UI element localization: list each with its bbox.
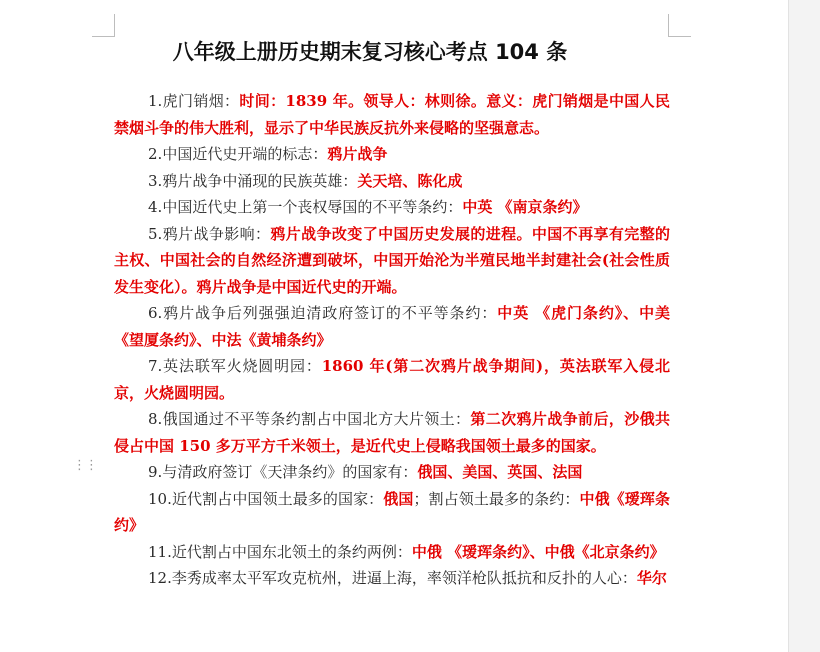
answer-text: 鸦片战争改变了中国历史发展的进程。中国不再享有完整的主权、中国社会的自然经济遭到破坏，中国开始沦为半殖民地半封建社会(社会性质发生变化）。鸦片战争是中国近代史的开端。: [114, 224, 670, 296]
question-text: 虎门销烟：: [162, 92, 240, 110]
list-item: [114, 168, 670, 195]
crop-mark-top-right: [668, 14, 691, 37]
item-number: 11.: [148, 542, 172, 561]
answer-text: 华尔: [636, 569, 667, 587]
question-text: 鸦片战争后列强强迫清政府签订的不平等条约：: [162, 304, 498, 322]
list-item: [114, 141, 670, 168]
question-text: ；割占领土最多的条约：: [413, 489, 580, 508]
answer-text: 关天培、陈化成: [357, 171, 463, 190]
item-number: 6.: [148, 304, 163, 322]
drag-handle-icon[interactable]: ⋮⋮: [73, 458, 97, 473]
question-text: 鸦片战争中涌现的民族英雄：: [162, 171, 358, 190]
question-text: 英法联军火烧圆明园：: [162, 357, 322, 375]
list-item: [114, 353, 670, 406]
question-text: 中国近代史开端的标志：: [162, 145, 328, 163]
list-item: [114, 88, 670, 141]
answer-text: 俄国、美国、英国、法国: [417, 463, 583, 481]
answer-text: 中英 《南京条约》: [462, 198, 588, 216]
answer-text: 第二次鸦片战争前后，沙俄共侵占中国 150 多万平方千米领土，是近代史上侵略我国领土最多的国家。: [114, 410, 670, 455]
answer-text: 鸦片战争: [327, 145, 388, 163]
answer-text: 1860 年(第二次鸦片战争期间)，英法联军入侵北京，火烧圆明园。: [114, 357, 670, 402]
item-number: 10.: [148, 489, 172, 508]
question-text: 近代割占中国领土最多的国家：: [171, 489, 384, 508]
item-number: 8.: [148, 410, 163, 428]
list-item: [114, 300, 670, 353]
item-number: 9.: [148, 463, 163, 481]
document-body[interactable]: [114, 88, 670, 592]
list-item: [114, 486, 670, 539]
answer-text: 中俄《瑷珲条约》: [114, 489, 670, 534]
item-number: 3.: [148, 171, 163, 190]
question-text: 鸦片战争影响：: [162, 224, 271, 243]
list-item: [114, 221, 670, 301]
list-item: [114, 539, 670, 566]
question-text: 近代割占中国东北领土的条约两例：: [171, 542, 412, 561]
question-text: 与清政府签订《天津条约》的国家有：: [162, 463, 418, 481]
vertical-scrollbar[interactable]: [788, 0, 820, 652]
list-item: [114, 406, 670, 459]
answer-text: 时间：1839 年。领导人：林则徐。意义：虎门销烟是中国人民禁烟斗争的伟大胜利，显示了中华民族反抗外来侵略的坚强意志。: [114, 92, 670, 137]
item-number: 5.: [148, 224, 163, 243]
answer-text: 俄国: [383, 489, 414, 508]
crop-mark-top-left: [92, 14, 115, 37]
question-text: 中国近代史上第一个丧权辱国的不平等条约：: [162, 198, 463, 216]
answer-text: 中英 《虎门条约》、中美《望厦条约》、中法《黄埔条约》: [114, 304, 670, 349]
answer-text: 中俄 《瑷珲条约》、中俄《北京条约》: [411, 542, 665, 561]
item-number: 7.: [148, 357, 163, 375]
item-number: 4.: [148, 198, 163, 216]
list-item: [114, 194, 670, 221]
list-item: [114, 459, 670, 486]
item-number: 12.: [148, 569, 172, 587]
item-number: 1.: [148, 92, 163, 110]
question-text: 李秀成率太平军攻克杭州，进逼上海，率领洋枪队抵抗和反扑的人心：: [171, 569, 637, 587]
question-text: 俄国通过不平等条约割占中国北方大片领土：: [162, 410, 471, 428]
item-number: 2.: [148, 145, 163, 163]
document-title: 八年级上册历史期末复习核心考点 104 条: [172, 40, 568, 64]
list-item: [114, 565, 670, 592]
